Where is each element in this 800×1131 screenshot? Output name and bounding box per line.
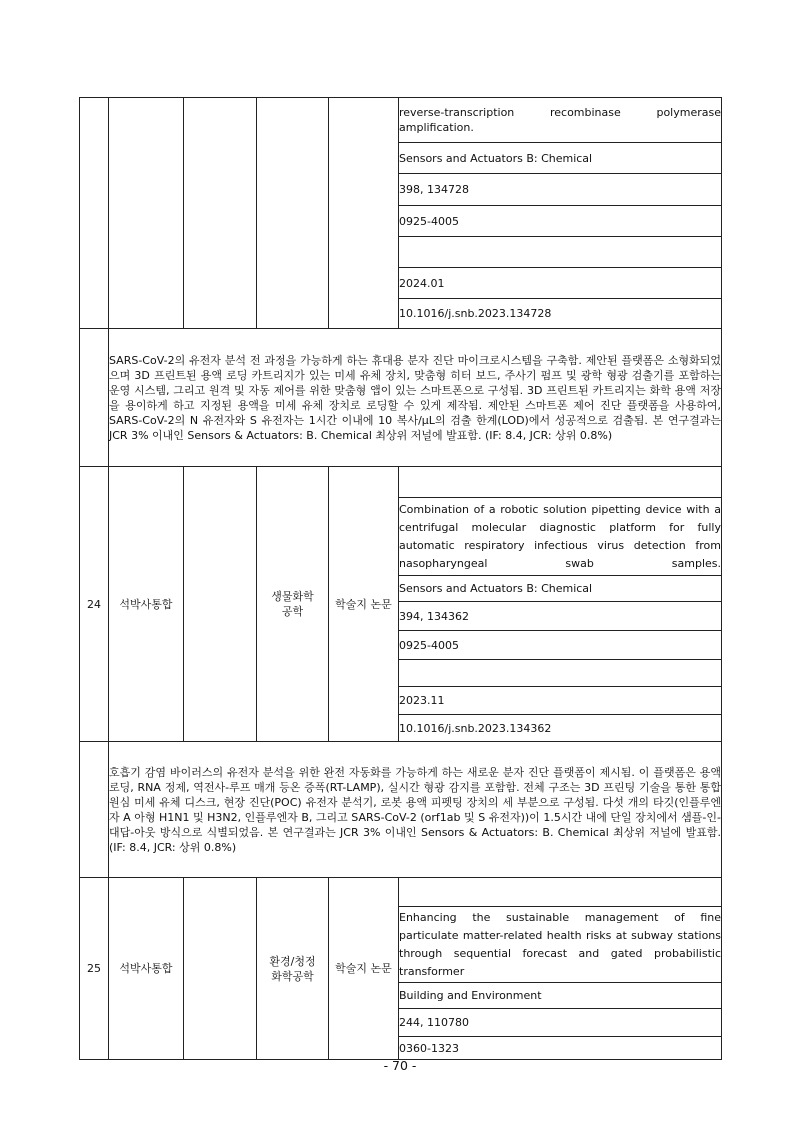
- department-cell: 환경/청정 화학공학: [257, 878, 329, 1060]
- issn-cell: 0925-4005: [399, 631, 722, 660]
- publication-type-cell: 학술지 논문: [329, 878, 399, 1060]
- row-number-cell: 24: [80, 467, 109, 742]
- paper-title-cell: [399, 98, 722, 143]
- summary-row: [80, 329, 722, 467]
- empty-cell: [257, 98, 329, 329]
- summary-spacer-cell: [80, 742, 109, 878]
- empty-info-cell: [399, 467, 722, 498]
- publication-type-cell: [329, 98, 399, 329]
- empty-info-cell: [399, 237, 722, 268]
- table-row: [80, 878, 722, 907]
- degree-type-cell: 석박사통합: [109, 878, 184, 1060]
- table-row: [80, 467, 722, 498]
- empty-info-cell: [399, 878, 722, 907]
- journal-name-cell: Sensors and Actuators B: Chemical: [399, 143, 722, 174]
- paper-title-cell: Combination of a robotic solution pipetting device with a centrifugal molecular diagnostic platform for fully automatic respiratory infectious virus detection from nasopharyngeal swab samples.: [399, 498, 722, 576]
- issn-cell: 0925-4005: [399, 206, 722, 237]
- page-number: - 70 -: [383, 1058, 417, 1073]
- department-cell: [184, 98, 257, 329]
- journal-name-cell: Sensors and Actuators B: Chemical: [399, 576, 722, 602]
- paper-title-cell: Enhancing the sustainable management of fine particulate matter-related health risks at subway stations through sequential forecast and gated probabilistic transformer: [399, 907, 722, 983]
- empty-info-cell: [399, 660, 722, 687]
- issn-cell: 0360-1323: [399, 1037, 722, 1060]
- summary-row: [80, 742, 722, 878]
- publication-date-cell: 2023.11: [399, 687, 722, 715]
- publication-date-cell: 2024.01: [399, 268, 722, 299]
- empty-cell: [184, 467, 257, 742]
- paper-title-line: amplification.: [399, 121, 474, 134]
- row-number-cell: 25: [80, 878, 109, 1060]
- doi-cell: 10.1016/j.snb.2023.134728: [399, 299, 722, 329]
- table-row: [80, 98, 722, 143]
- volume-page-cell: 244, 110780: [399, 1009, 722, 1037]
- summary-cell: SARS-CoV-2의 유전자 분석 전 과정을 가능하게 하는 휴대용 분자 진단 마이크로시스템을 구축함. 제안된 플랫폼은 소형화되었으며 3D 프린트된 용액 로딩 카트리지가 있는 미세 유체 장치, 맞춤형 히터 보드, 주사기 펌프 및 광학 형광 검출기를 포함하는 운영 시스템, 그리고 원격 및 자동 제어를 위한 맞춤형 앱이 있는 스마트폰으로 구성됨. 3D 프린트된 카트리지는 화학 용액 저장을 용이하게 하고 지정된 용액을 미세 유체 장치로 로딩할 수 있게 제작됨. 제안된 스마트폰 제어 진단 플랫폼을 사용하여, SARS-CoV-2의 N 유전자와 S 유전자는 1시간 이내에 10 복사/μL의 검출 한계(LOD)에서 성공적으로 검출됨. 본 연구결과는 JCR 3% 이내인 Sensors & Actuators: B. Chemical 최상위 저널에 발표함. (IF: 8.4, JCR: 상위 0.8%): [109, 329, 722, 467]
- row-number-cell: [80, 98, 109, 329]
- research-output-table: [79, 97, 722, 1060]
- journal-name-cell: Building and Environment: [399, 983, 722, 1009]
- paper-title-line: reverse-transcription recombinase polymerase: [399, 106, 721, 119]
- degree-type-cell: 석박사통합: [109, 467, 184, 742]
- publication-type-cell: 학술지 논문: [329, 467, 399, 742]
- summary-cell: 호흡기 감염 바이러스의 유전자 분석을 위한 완전 자동화를 가능하게 하는 새로운 분자 진단 플랫폼이 제시됨. 이 플랫폼은 용액 로딩, RNA 정제, 역전사-루프 매개 등온 증폭(RT-LAMP), 실시간 형광 감지를 포함함. 전체 구조는 3D 프린팅 기술을 통한 통합 원심 미세 유체 디스크, 현장 진단(POC) 유전자 분석기, 로봇 용액 피펫팅 장치의 세 부분으로 구성됨. 다섯 개의 타깃(인플루엔자 A 아형 H1N1 및 H3N2, 인플루엔자 B, 그리고 SARS-CoV-2 (orf1ab 및 S 유전자))이 1.5시간 내에 단일 장치에서 샘플-인-대답-아웃 방식으로 식별되었음. 본 연구결과는 JCR 3% 이내인 Sensors & Actuators: B. Chemical 최상위 저널에 발표함. (IF: 8.4, JCR: 상위 0.8%): [109, 742, 722, 878]
- doi-cell: 10.1016/j.snb.2023.134362: [399, 715, 722, 742]
- empty-cell: [184, 878, 257, 1060]
- volume-page-cell: 394, 134362: [399, 602, 722, 631]
- summary-spacer-cell: [80, 329, 109, 467]
- degree-type-cell: [109, 98, 184, 329]
- volume-page-cell: 398, 134728: [399, 174, 722, 206]
- department-cell: 생물화학 공학: [257, 467, 329, 742]
